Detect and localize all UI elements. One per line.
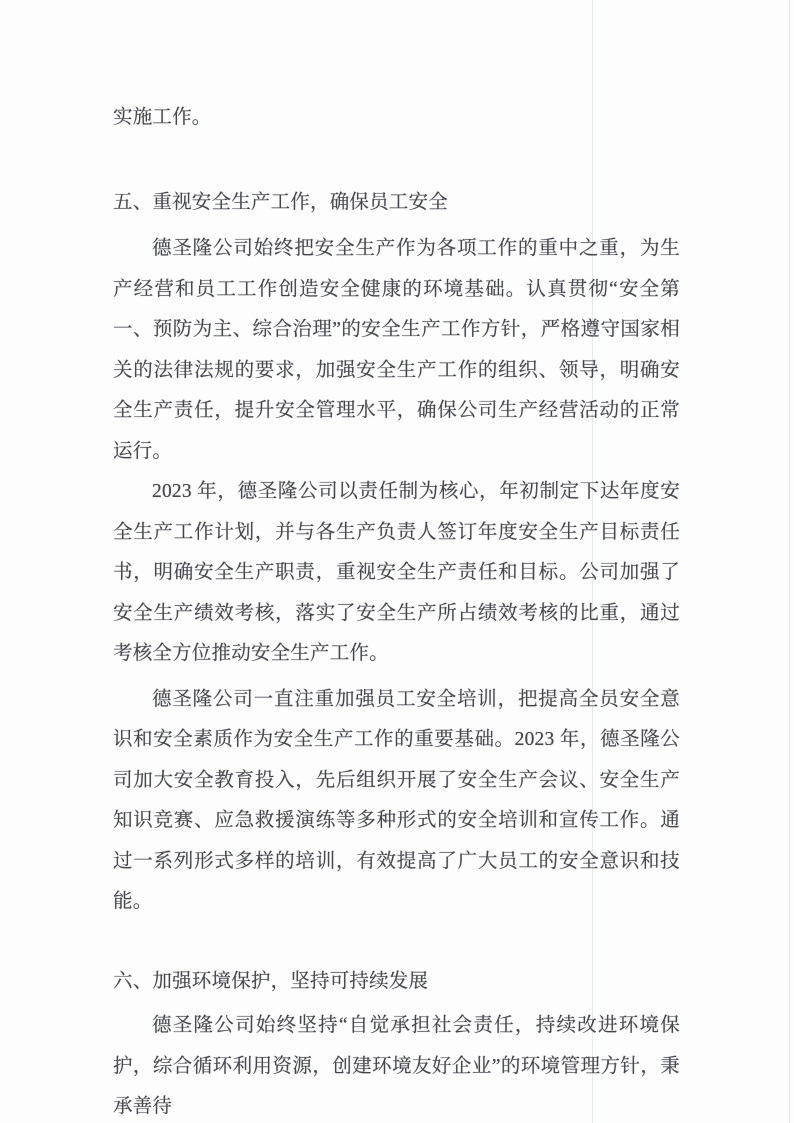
paragraph-responsibility-system: 2023 年，德圣隆公司以责任制为核心，年初制定下达年度安全生产工作计划，并与各生产负责人签订年度安全生产目标责任书，明确安全生产职责，重视安全生产责任和目标。公司加强了安全生产绩效考核，落实了安全生产所占绩效考核的比重，通过考核全方位推动安全生产工作。 bbox=[113, 481, 680, 664]
paragraph-continuation: 实施工作。 bbox=[113, 107, 212, 128]
scan-artifact-line-right bbox=[789, 0, 790, 1123]
paragraph-safety-policy: 德圣隆公司始终把安全生产作为各项工作的重中之重，为生产经营和员工工作创造安全健康的环境基础。认真贯彻“安全第一、预防为主、综合治理”的安全生产工作方针，严格遵守国家相关的法律法规的要求，加强安全生产工作的组织、领导，明确安全生产责任，提升安全管理水平，确保公司生产经营活动的正常运行。 bbox=[113, 238, 680, 462]
page-content bbox=[113, 0, 680, 1123]
paragraph-safety-training: 德圣隆公司一直注重加强员工安全培训，把提高全员安全意识和安全素质作为安全生产工作的重要基础。2023 年，德圣隆公司加大安全教育投入，先后组织开展了安全生产会议、安全生产知识竞赛、应急救援演练等多种形式的安全培训和宣传工作。通过一系列形式多样的培训，有效提高了广大员工的安全意识和技能。 bbox=[113, 688, 680, 912]
paragraph-environment-policy: 德圣隆公司始终坚持“自觉承担社会责任，持续改进环境保护，综合循环利用资源，创建环境友好企业”的环境管理方针，秉承善待 bbox=[113, 1015, 680, 1117]
section-heading-6: 六、加强环境保护，坚持可持续发展 bbox=[113, 970, 429, 992]
section-heading-5: 五、重视安全生产工作，确保员工安全 bbox=[113, 191, 448, 213]
